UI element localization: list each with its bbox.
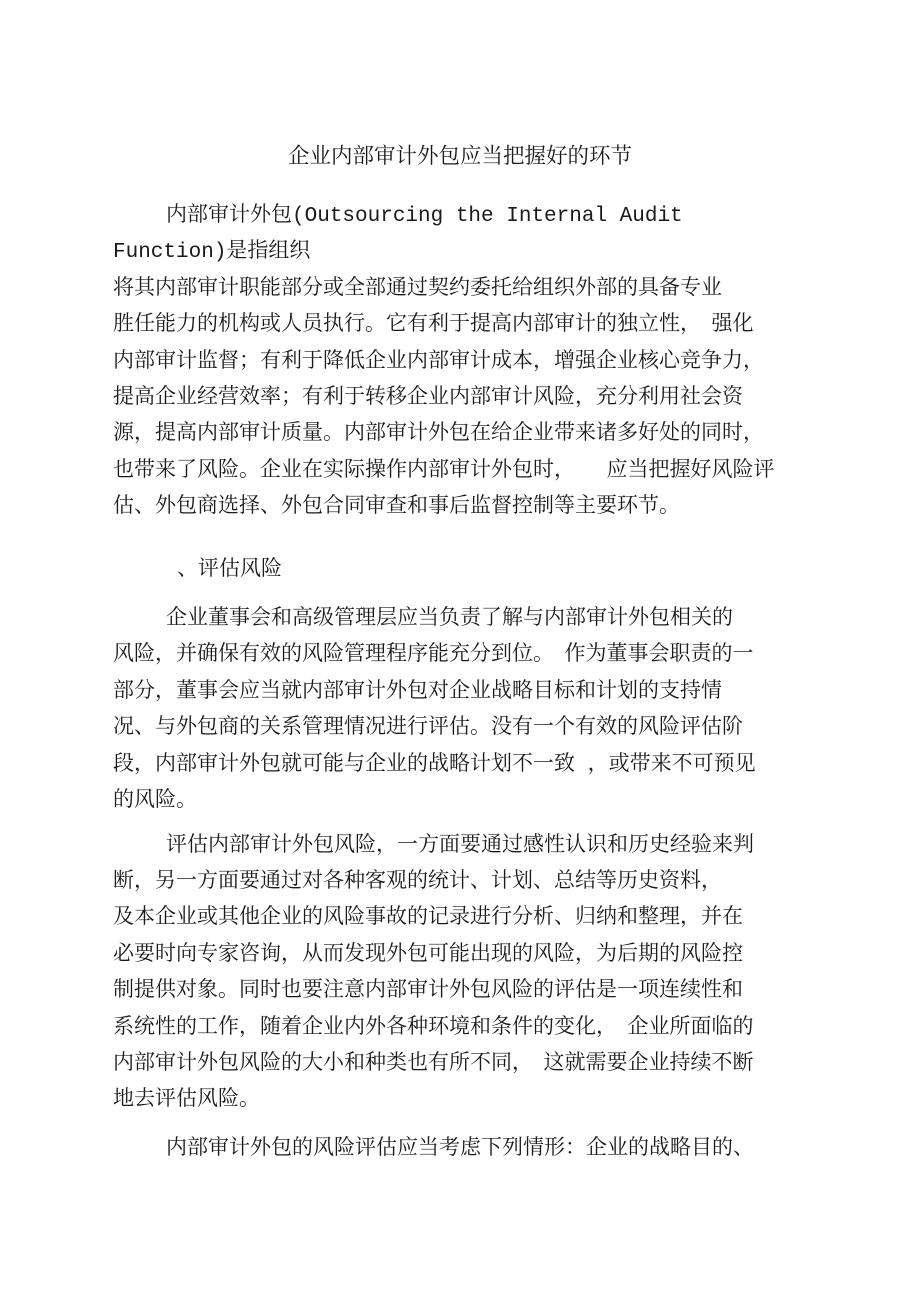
- text-line: 制提供对象。同时也要注意内部审计外包风险的评估是一项连续性和: [113, 980, 743, 1004]
- text-line: Function)是指组织: [113, 241, 311, 265]
- text-line: 部分，董事会应当就内部审计外包对企业战略目标和计划的支持情: [113, 680, 722, 704]
- text-line: 内部审计监督；有利于降低企业内部审计成本，增强企业核心竞争力，: [113, 350, 764, 374]
- text-line: 估、外包商选择、外包合同审查和事后监督控制等主要环节。: [113, 496, 680, 520]
- text-line: 将其内部审计职能部分或全部通过契约委托给组织外部的具备专业: [113, 277, 722, 301]
- paragraph: [113, 829, 775, 1120]
- text-line: 内部审计外包(Outsourcing the Internal Audit: [166, 205, 683, 228]
- text-line: 的风险。: [113, 790, 197, 814]
- text-line: 段，内部审计外包就可能与企业的战略计划不一致 ，或带来不可预见: [113, 753, 756, 777]
- paragraph: [113, 1132, 775, 1168]
- text-line: 况、与外包商的关系管理情况进行评估。没有一个有效的风险评估阶: [113, 717, 743, 741]
- text-line: 风险，并确保有效的风险管理程序能充分到位。 作为董事会职责的一: [113, 644, 754, 668]
- text-line: 评估内部审计外包风险，一方面要通过感性认识和历史经验来判: [166, 834, 754, 858]
- text-line: 源，提高内部审计质量。内部审计外包在给企业带来诸多好处的同时，: [113, 423, 764, 447]
- document-body: [113, 199, 775, 1168]
- text-line: 及本企业或其他企业的风险事故的记录进行分析、归纳和整理，并在: [113, 907, 743, 931]
- text-line: 必要时向专家咨询，从而发现外包可能出现的风险，为后期的风险控: [113, 943, 743, 967]
- text-line: 内部审计外包风险的大小和种类也有所不同， 这就需要企业持续不断: [113, 1052, 754, 1076]
- paragraph: [113, 199, 775, 527]
- text-line: 也带来了风险。企业在实际操作内部审计外包时， 应当把握好风险评: [113, 459, 775, 483]
- text-line: 企业董事会和高级管理层应当负责了解与内部审计外包相关的: [166, 608, 733, 632]
- paragraph: [113, 602, 775, 820]
- text-line: 胜任能力的机构或人员执行。它有利于提高内部审计的独立性， 强化: [113, 314, 754, 338]
- document-title: 企业内部审计外包应当把握好的环节: [287, 146, 632, 170]
- text-line: 系统性的工作，随着企业内外各种环境和条件的变化， 企业所面临的: [113, 1016, 754, 1040]
- section-heading: 、评估风险: [177, 558, 282, 582]
- text-line: 提高企业经营效率；有利于转移企业内部审计风险，充分利用社会资: [113, 387, 743, 411]
- text-line: 地去评估风险。: [113, 1089, 260, 1113]
- text-line: 断，另一方面要通过对各种客观的统计、计划、总结等历史资料，: [113, 870, 722, 894]
- text-line: 内部审计外包的风险评估应当考虑下列情形：企业的战略目的、: [166, 1137, 754, 1161]
